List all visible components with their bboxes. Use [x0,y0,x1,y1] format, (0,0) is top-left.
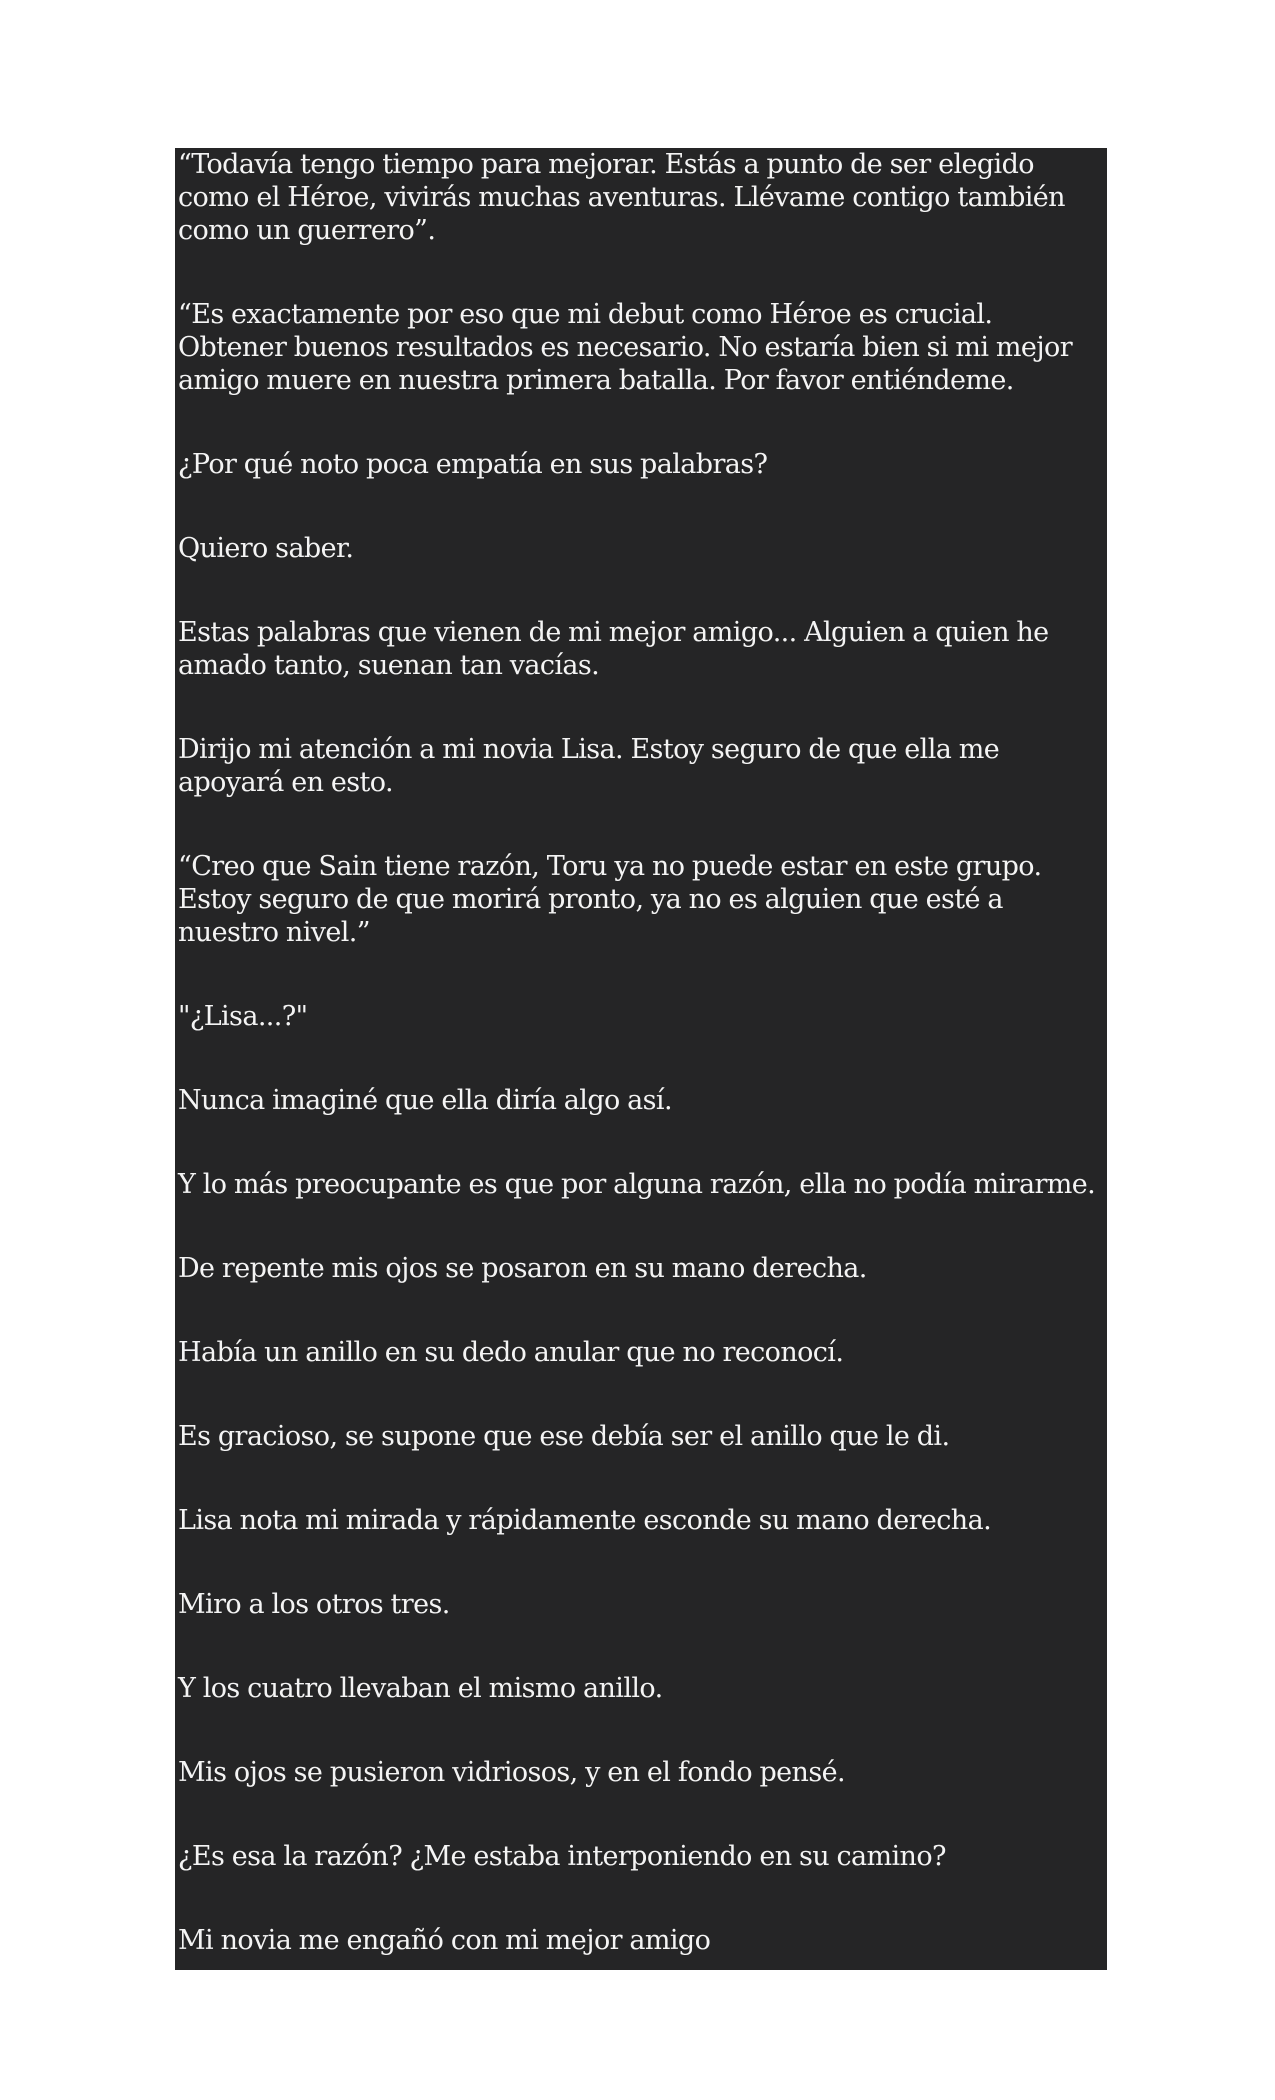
paragraph-11: De repente mis ojos se posaron en su mano derecha. [178,1253,867,1284]
paragraph-12: Había un anillo en su dedo anular que no reconocí. [178,1337,844,1368]
paragraph-5: Estas palabras que vienen de mi mejor amigo... Alguien a quien he amado tanto, suenan tan vacías. [178,617,1049,681]
paragraph-9: Nunca imaginé que ella diría algo así. [178,1085,672,1116]
paragraph-3: ¿Por qué noto poca empatía en sus palabras? [178,449,768,480]
paragraph-7: “Creo que Sain tiene razón, Toru ya no puede estar en este grupo. Estoy seguro de que morirá pronto, ya no es alguien que esté a nuestro nivel.” [178,851,1042,948]
paragraph-10: Y lo más preocupante es que por alguna razón, ella no podía mirarme. [178,1169,1096,1200]
paragraph-4: Quiero saber. [178,533,354,564]
paragraph-17: Mis ojos se pusieron vidriosos, y en el fondo pensé. [178,1757,845,1788]
paragraph-16: Y los cuatro llevaban el mismo anillo. [178,1673,663,1704]
paragraph-2: “Es exactamente por eso que mi debut como Héroe es crucial. Obtener buenos resultados es necesario. No estaría bien si mi mejor amigo muere en nuestra primera batalla. Por favor entiéndeme. [178,299,1072,396]
dark-text-block [175,148,1107,1970]
paragraph-19: Mi novia me engañó con mi mejor amigo [178,1925,711,1956]
paragraph-8: "¿Lisa...?" [178,1001,308,1032]
paragraph-15: Miro a los otros tres. [178,1589,450,1620]
paragraph-13: Es gracioso, se supone que ese debía ser el anillo que le di. [178,1421,950,1452]
paragraph-14: Lisa nota mi mirada y rápidamente esconde su mano derecha. [178,1505,992,1536]
paragraph-18: ¿Es esa la razón? ¿Me estaba interponiendo en su camino? [178,1841,946,1872]
paragraph-1: “Todavía tengo tiempo para mejorar. Estás a punto de ser elegido como el Héroe, vivirás muchas aventuras. Llévame contigo también como un guerrero”. [178,149,1065,246]
paragraph-6: Dirijo mi atención a mi novia Lisa. Estoy seguro de que ella me apoyará en esto. [178,734,1000,798]
